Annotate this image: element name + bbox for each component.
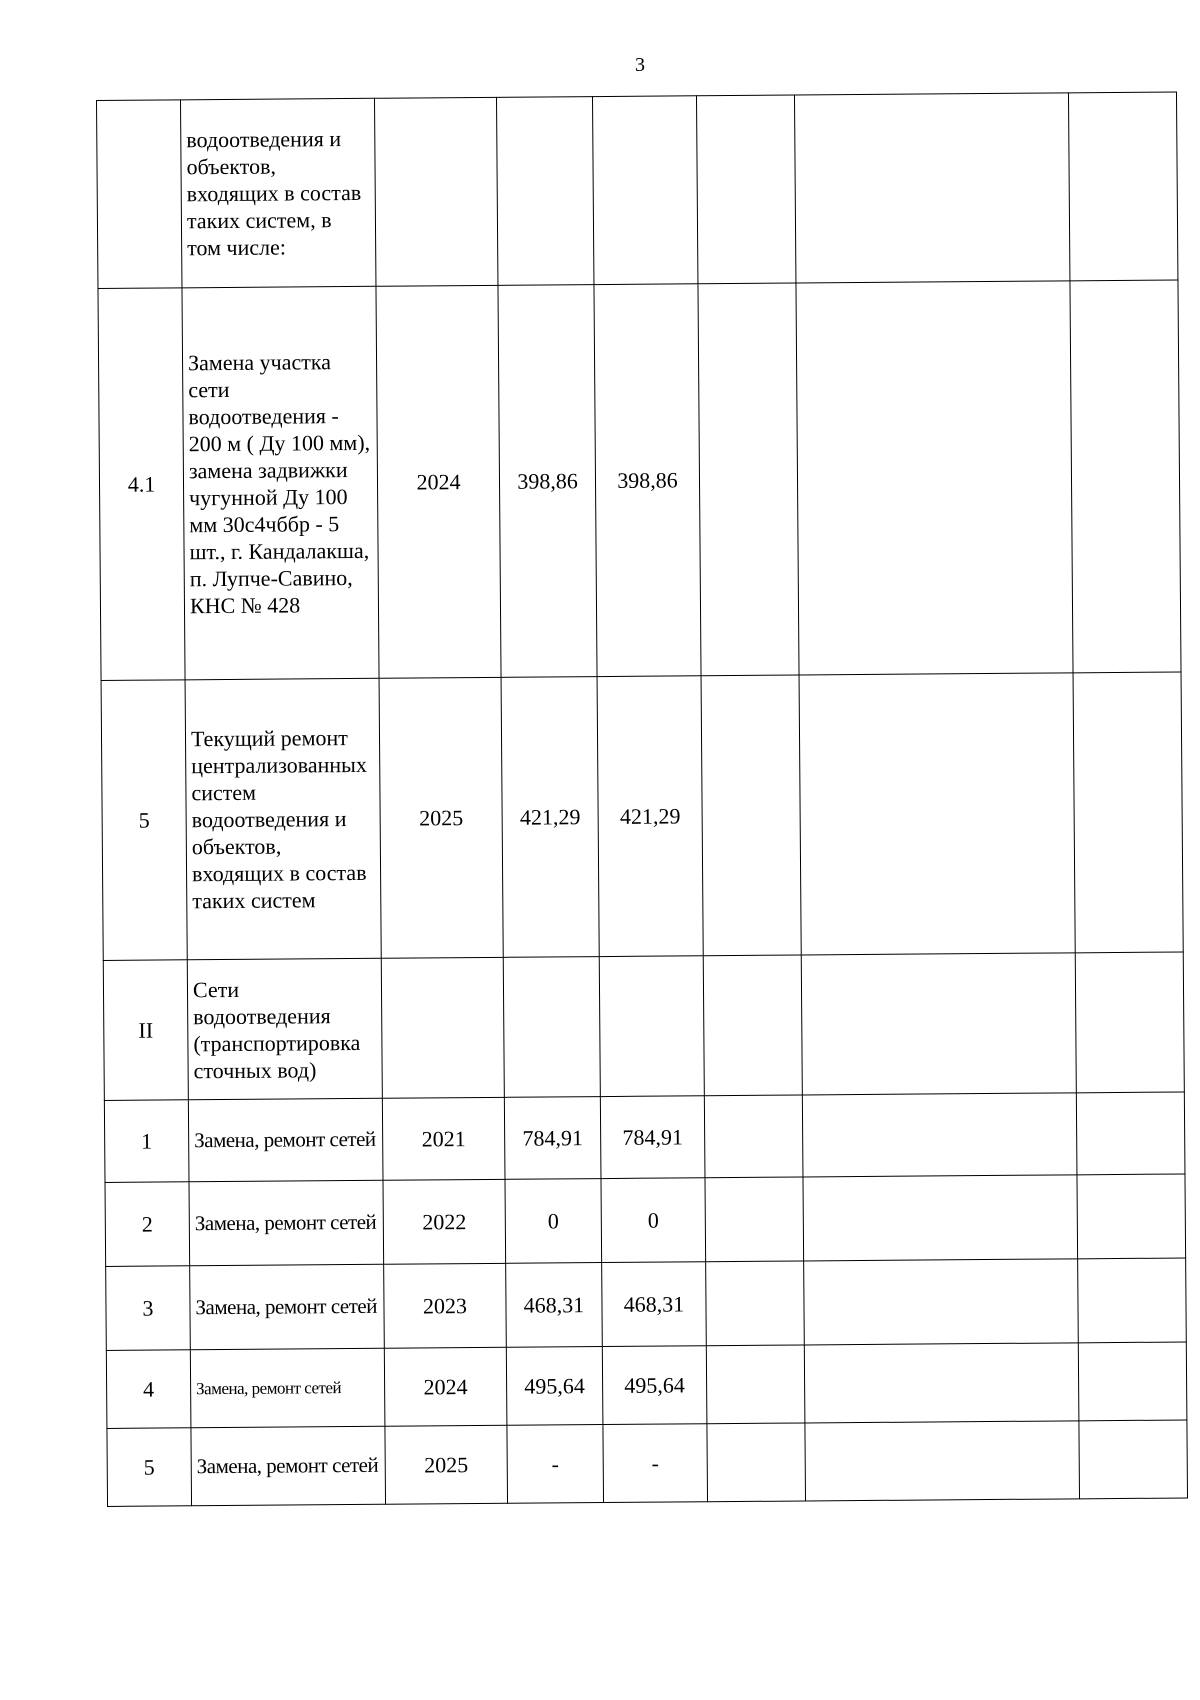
- row-value-2: 398,86: [594, 284, 701, 677]
- table-row: [101, 672, 1183, 960]
- empty-cell: [1077, 1174, 1186, 1259]
- row-value-2: [599, 956, 704, 1097]
- page-number: 3: [635, 54, 645, 76]
- empty-cell: [805, 1421, 1080, 1501]
- empty-cell: [696, 95, 795, 284]
- row-year: 2024: [376, 285, 501, 678]
- empty-cell: [704, 1095, 803, 1178]
- empty-cell: [1073, 672, 1183, 953]
- row-value-2: 0: [601, 1178, 706, 1263]
- row-number: 2: [105, 1182, 190, 1267]
- empty-cell: [706, 1345, 805, 1424]
- empty-cell: [794, 93, 1069, 283]
- row-name: Замена, ремонт сетей: [189, 1180, 384, 1266]
- table-row: [106, 1342, 1187, 1428]
- row-name: Сети водоотведения (транспортировка сточных вод): [187, 958, 382, 1100]
- row-value-1: 398,86: [498, 285, 597, 678]
- row-number: 4.1: [98, 288, 185, 681]
- row-year: [374, 97, 497, 286]
- empty-cell: [803, 1175, 1078, 1261]
- row-value-2: 421,29: [597, 676, 703, 957]
- empty-cell: [1075, 952, 1184, 1093]
- row-value-1: 784,91: [504, 1097, 601, 1180]
- row-year: [381, 957, 504, 1098]
- empty-cell: [1079, 1420, 1188, 1499]
- empty-cell: [796, 281, 1073, 675]
- row-number: 5: [101, 680, 187, 961]
- empty-cell: [703, 955, 802, 1096]
- row-name: Замена, ремонт сетей: [190, 1348, 385, 1428]
- row-value-2: 468,31: [602, 1262, 707, 1347]
- investment-program-table: [96, 92, 1188, 1507]
- empty-cell: [1076, 1092, 1185, 1175]
- row-value-2: 784,91: [600, 1096, 705, 1179]
- row-year: 2025: [385, 1425, 508, 1504]
- empty-cell: [701, 675, 801, 956]
- row-name: Замена, ремонт сетей: [191, 1426, 386, 1506]
- empty-cell: [1078, 1258, 1187, 1343]
- empty-cell: [705, 1177, 804, 1262]
- table-row: [105, 1174, 1186, 1266]
- row-value-2: -: [603, 1424, 708, 1503]
- row-value-2: 495,64: [602, 1346, 707, 1425]
- row-number: [97, 100, 182, 289]
- row-number: 5: [107, 1428, 192, 1507]
- row-value-1: 0: [505, 1179, 602, 1264]
- table-row: [106, 1258, 1187, 1350]
- empty-cell: [1070, 280, 1181, 673]
- row-value-1: 495,64: [506, 1347, 603, 1426]
- table-row: [98, 280, 1181, 680]
- row-number: 3: [106, 1266, 191, 1351]
- empty-cell: [1078, 1342, 1187, 1421]
- empty-cell: [804, 1259, 1079, 1345]
- row-name: водоотведения и объектов, входящих в состав таких систем, в том числе:: [181, 98, 376, 288]
- row-name: Замена участка сети водоотведения - 200 м ( Ду 100 мм), замена задвижки чугунной Ду 100 мм 30с4чббр - 5 шт., г. Кандалакша, п. Лупче-Савино, КНС № 428: [182, 286, 379, 680]
- empty-cell: [802, 1093, 1077, 1177]
- row-number: 1: [104, 1100, 189, 1183]
- row-year: 2024: [384, 1347, 507, 1426]
- row-name: Замена, ремонт сетей: [188, 1098, 383, 1182]
- empty-cell: [698, 283, 799, 676]
- row-value-1: 421,29: [501, 677, 599, 958]
- row-year: 2022: [383, 1179, 506, 1264]
- empty-cell: [706, 1261, 805, 1346]
- table-row: [104, 1092, 1185, 1182]
- row-year: 2023: [384, 1263, 507, 1348]
- empty-cell: [707, 1423, 806, 1502]
- row-value-1: [503, 957, 600, 1098]
- table-row: [103, 952, 1184, 1100]
- empty-cell: [799, 673, 1075, 955]
- row-value-1: -: [507, 1425, 604, 1504]
- table-row: [107, 1420, 1188, 1506]
- empty-cell: [1068, 92, 1177, 281]
- row-name: Замена, ремонт сетей: [190, 1264, 385, 1350]
- table-row: [97, 92, 1178, 288]
- row-number: II: [103, 960, 188, 1101]
- row-value-1: [496, 97, 593, 286]
- row-value-2: [592, 96, 697, 285]
- empty-cell: [801, 953, 1076, 1095]
- row-value-1: 468,31: [506, 1263, 603, 1348]
- row-year: 2021: [382, 1097, 505, 1180]
- row-year: 2025: [379, 677, 503, 958]
- row-number: 4: [106, 1350, 191, 1429]
- empty-cell: [804, 1343, 1079, 1423]
- row-name: Текущий ремонт централизованных систем водоотведения и объектов, входящих в состав таких систем: [185, 678, 381, 960]
